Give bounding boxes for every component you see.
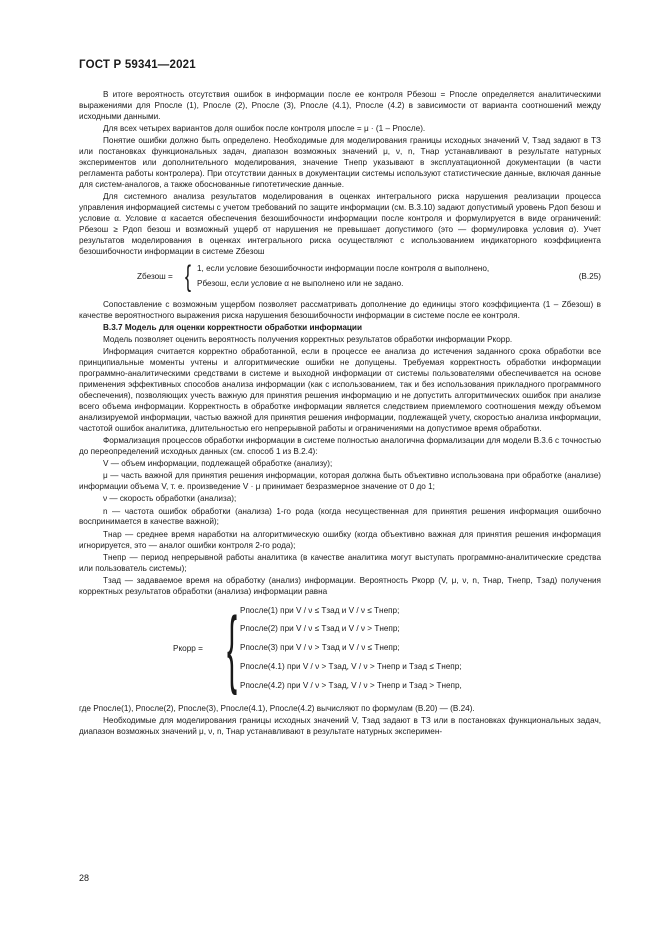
definition-item: Tнепр — период непрерывной работы аналитика (в качестве аналитика могут выступать программно-аналитические средства или пользователь системы); <box>79 552 601 573</box>
definition-item: ν — скорость обработки (анализа); <box>103 494 237 504</box>
page-content <box>79 90 601 739</box>
equation-b25 <box>79 259 601 296</box>
equation-case: Pпосле(2) при V / ν ≤ Tзад и V / ν > Tнепр; <box>240 623 400 633</box>
definition-item: μ — часть важной для принятия решения информации, которая должна быть объективно использована при обработке (анализе) информации объема V, т. е. произведение V · μ принимает безразмерное значение от 0 до 1; <box>79 471 601 492</box>
equation-lhs: Pкорр = <box>173 643 203 653</box>
definition-item: Tзад — задаваемое время на обработку (анализ) информации. Вероятность Pкорр (V, μ, ν, n, Tнар, Tнепр, Tзад) получения корректных результатов обработки (анализа) информации равна <box>79 575 601 596</box>
equation-case: Pпосле(4.1) при V / ν > Tзад, V / ν > Tнепр и Tзад ≤ Tнепр; <box>240 661 462 671</box>
paragraph: Понятие ошибки должно быть определено. Необходимые для моделирования границы исходных значений V, Tзад задают в ТЗ или постановках функциональных задач, диапазон возможных значений μ, ν, n, Tнар устанавливают в результате натурных экспериментов или дополнительного моделирования, значение Tнепр указывают в эксплуатационной документации (в части регламента работы контролера). При отсутствии данных в документации системы используют статистические данные, включая данные для систем-аналогов, а также обоснованные гипотетические данные. <box>79 136 601 189</box>
equation-case: 1, если условие безошибочности информации после контроля α выполнено, <box>197 263 490 273</box>
equation-case: Pпосле(3) при V / ν > Tзад и V / ν ≤ Tнепр; <box>240 642 400 652</box>
paragraph: Модель позволяет оценить вероятность получения корректных результатов обработки информации Pкорр. <box>103 335 513 345</box>
equation-lhs: Zбезош = <box>137 271 173 281</box>
definition-item: V — объем информации, подлежащей обработке (анализу); <box>103 459 333 469</box>
section-heading: В.3.7 Модель для оценки корректности обработки информации <box>103 322 362 332</box>
paragraph: В итоге вероятность отсутствия ошибок в информации после ее контроля Pбезош = Pпосле определяется аналитическими выражениями для Pпосле (1), Pпосле (2), Pпосле (3), Pпосле (4.1), Pпосле (4.2) в зависимости от варианта соотношений между исходными данными. <box>79 90 601 121</box>
left-brace: { <box>185 259 192 293</box>
paragraph: где Pпосле(1), Pпосле(2), Pпосле(3), Pпосле(4.1), Pпосле(4.2) вычисляют по формулам (В.20) — (В.24). <box>79 703 475 713</box>
definition-item: Tнар — среднее время наработки на алгоритмическую ошибку (когда объективно важная для принятия решения информация игнорируется, это — аналог ошибки контроля 2-го рода); <box>79 529 601 550</box>
paragraph: Сопоставление с возможным ущербом позволяет рассматривать дополнение до единицы этого коэффициента (1 – Zбезош) в качестве вероятностного выражения риска нарушения безошибочности информации в системе после ее контроля. <box>79 299 601 320</box>
paragraph: Для всех четырех вариантов доля ошибок после контроля μпосле = μ · (1 – Pпосле). <box>103 124 426 134</box>
equation-case: Pбезош, если условие α не выполнено или не задано. <box>197 278 404 288</box>
equation-pkorr <box>79 599 601 698</box>
page-number: 28 <box>79 873 90 883</box>
equation-case: Pпосле(4.2) при V / ν > Tзад, V / ν > Tнепр и Tзад > Tнепр, <box>240 680 462 690</box>
equation-number: (В.25) <box>578 271 601 281</box>
left-brace: { <box>227 599 238 696</box>
paragraph: Информация считается корректно обработанной, если в процессе ее анализа до истечения заданного срока обработки все принципиальные моменты учтены и алгоритмические ошибки не допущены. Требуемая корректность обработки информации программно-аналитическими средствами в системе и выходной информации от системы пользователями обеспечивается на основе применения эффективных способов анализа информации (как с использованием, так и без использования прикладного программного обеспечения), позволяющих учесть важную для принятия решения информацию и не допустить алгоритмических ошибок при анализе всего объема информации. Корректность в обработке информации является следствием приемлемого соотношения между объемом анализируемой информации, частью важной для принятия решения информации, подлежащей учету, скоростью анализа информации, частотой ошибок аналитика, длительностью его непрерывной работы и ограничениями на допустимое время обработки. <box>79 347 601 433</box>
paragraph: Формализация процессов обработки информации в системе полностью аналогична формализации для модели В.3.6 с точностью до переопределений исходных данных (см. способ 1 из В.2.4): <box>79 436 601 456</box>
paragraph: Для системного анализа результатов моделирования в оценках интегрального риска нарушения реализации процесса управления информацией системы с учетом требований по защите информации (см. В.3.10) задают допустимый уровень Pдоп безош и условие α. Условие α касается обеспечения безошибочности информации после контроля и формулируется в виде ограничений: Pбезош ≥ Pдоп безош и возможный ущерб от нарушения не превышает допустимого (это — формулировка условия α). Учет результатов моделирования в оценках интегрального риска осуществляют с использованием индикаторного коэффициента безошибочности информации в системе Zбезош <box>79 192 601 256</box>
paragraph: Необходимые для моделирования границы исходных значений V, Tзад задают в ТЗ или в постановках функциональных задач, диапазон возможных значений μ, ν, n, Tнар устанавливают в результате натурных эксперимен- <box>79 715 601 736</box>
standard-header: ГОСТ Р 59341—2021 <box>79 59 196 71</box>
definition-item: n — частота ошибок обработки (анализа) 1-го рода (когда несущественная для принятия решения информация ошибочно воспринимается в качестве важной); <box>79 506 601 527</box>
equation-case: Pпосле(1) при V / ν ≤ Tзад и V / ν ≤ Tнепр; <box>240 605 400 615</box>
